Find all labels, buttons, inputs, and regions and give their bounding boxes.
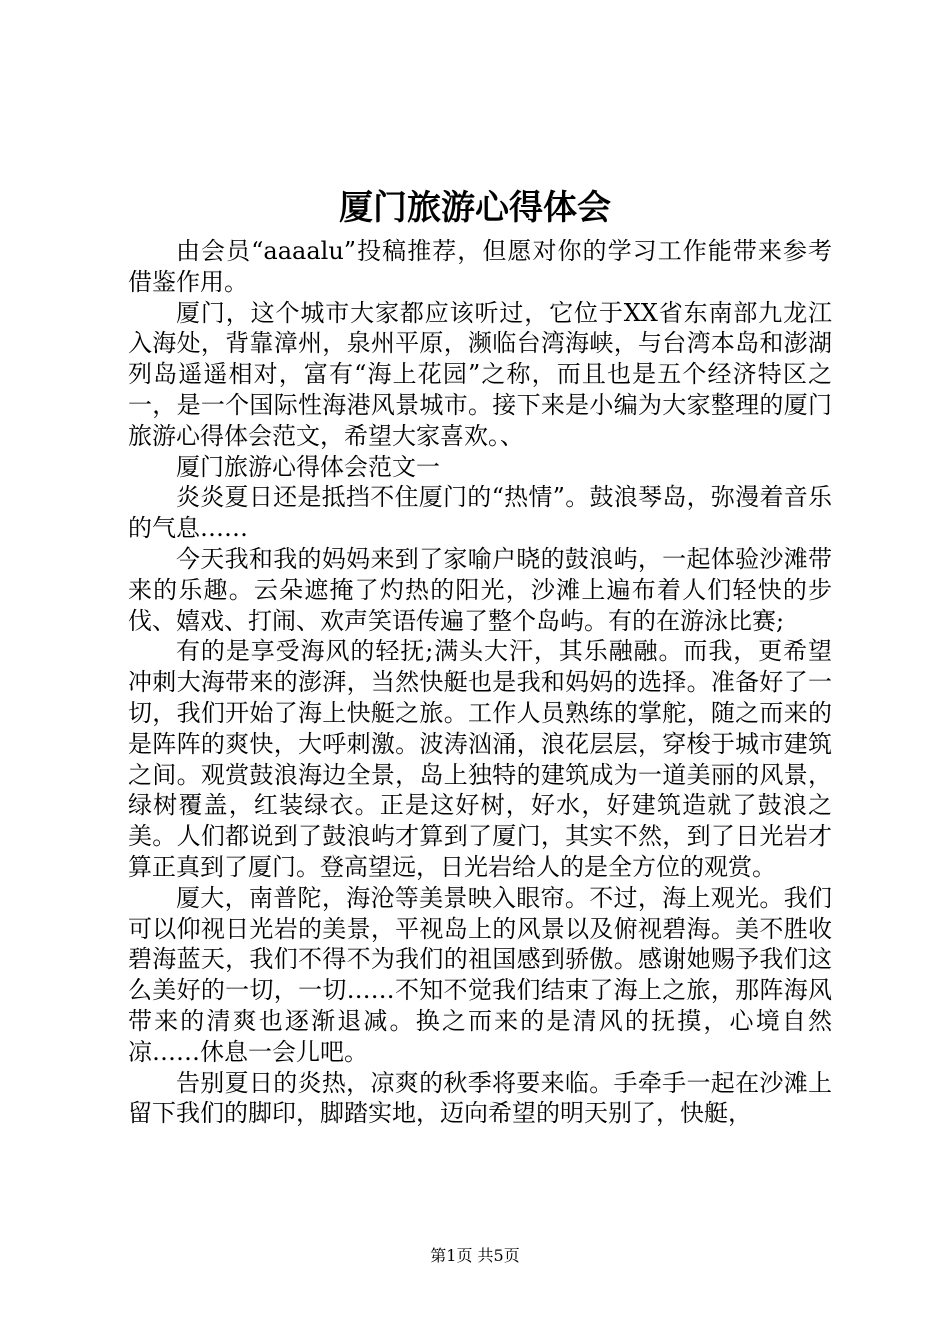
paragraph-summer: 炎炎夏日还是抵挡不住厦门的“热情”。鼓浪琴岛，弥漫着音乐的气息…… — [128, 483, 832, 543]
page-number: 第1页 共5页 — [430, 1246, 520, 1265]
paragraph-section-heading: 厦门旅游心得体会范文一 — [176, 452, 440, 481]
paragraph-speedboat: 有的是享受海风的轻抚;满头大汗，其乐融融。而我，更希望冲刺大海带来的澎湃，当然快艇也是我和妈妈的选择。准备好了一切，我们开始了海上快艇之旅。工作人员熟练的掌舵，随之而来的是阵阵的爽快，大呼刺激。波涛汹涌，浪花层层，穿梭于城市建筑之间。观赏鼓浪海边全景，岛上独特的建筑成为一道美丽的风景，绿树覆盖，红装绿衣。正是这好树，好水，好建筑造就了鼓浪之美。人们都说到了鼓浪屿才算到了厦门，其实不然，到了日光岩才算正真到了厦门。登高望远，日光岩给人的是全方位的观赏。 — [128, 637, 832, 881]
paragraph-gulangyu: 今天我和我的妈妈来到了家喻户晓的鼓浪屿，一起体验沙滩带来的乐趣。云朵遮掩了灼热的阳光，沙滩上遍布着人们轻快的步伐、嬉戏、打闹、欢声笑语传遍了整个岛屿。有的在游泳比赛; — [128, 544, 832, 635]
paragraph-intro: 由会员“aaaalu”投稿推荐，但愿对你的学习工作能带来参考借鉴作用。 — [128, 237, 832, 296]
document-title: 厦门旅游心得体会 — [339, 188, 611, 228]
paragraph-xiamen-overview: 厦门，这个城市大家都应该听过，它位于XX省东南部九龙江入海处，背靠漳州，泉州平原，濒临台湾海峡，与台湾本岛和澎湖列岛遥遥相对，富有“海上花园”之称，而且也是五个经济特区之一，是一个国际性海港风景城市。接下来是小编为大家整理的厦门旅游心得体会范文，希望大家喜欢。、 — [128, 298, 832, 450]
paragraph-farewell: 告别夏日的炎热，凉爽的秋季将要来临。手牵手一起在沙滩上留下我们的脚印，脚踏实地，迈向希望的明天别了，快艇， — [128, 1068, 832, 1128]
paragraph-sightseeing: 厦大，南普陀，海沧等美景映入眼帘。不过，海上观光。我们可以仰视日光岩的美景，平视岛上的风景以及俯视碧海。美不胜收碧海蓝天，我们不得不为我们的祖国感到骄傲。感谢她赐予我们这么美好的一切，一切……不知不觉我们结束了海上之旅，那阵海风带来的清爽也逐渐退减。换之而来的是清风的抚摸，心境自然凉……休息一会儿吧。 — [128, 883, 832, 1066]
document-body — [128, 236, 832, 1129]
